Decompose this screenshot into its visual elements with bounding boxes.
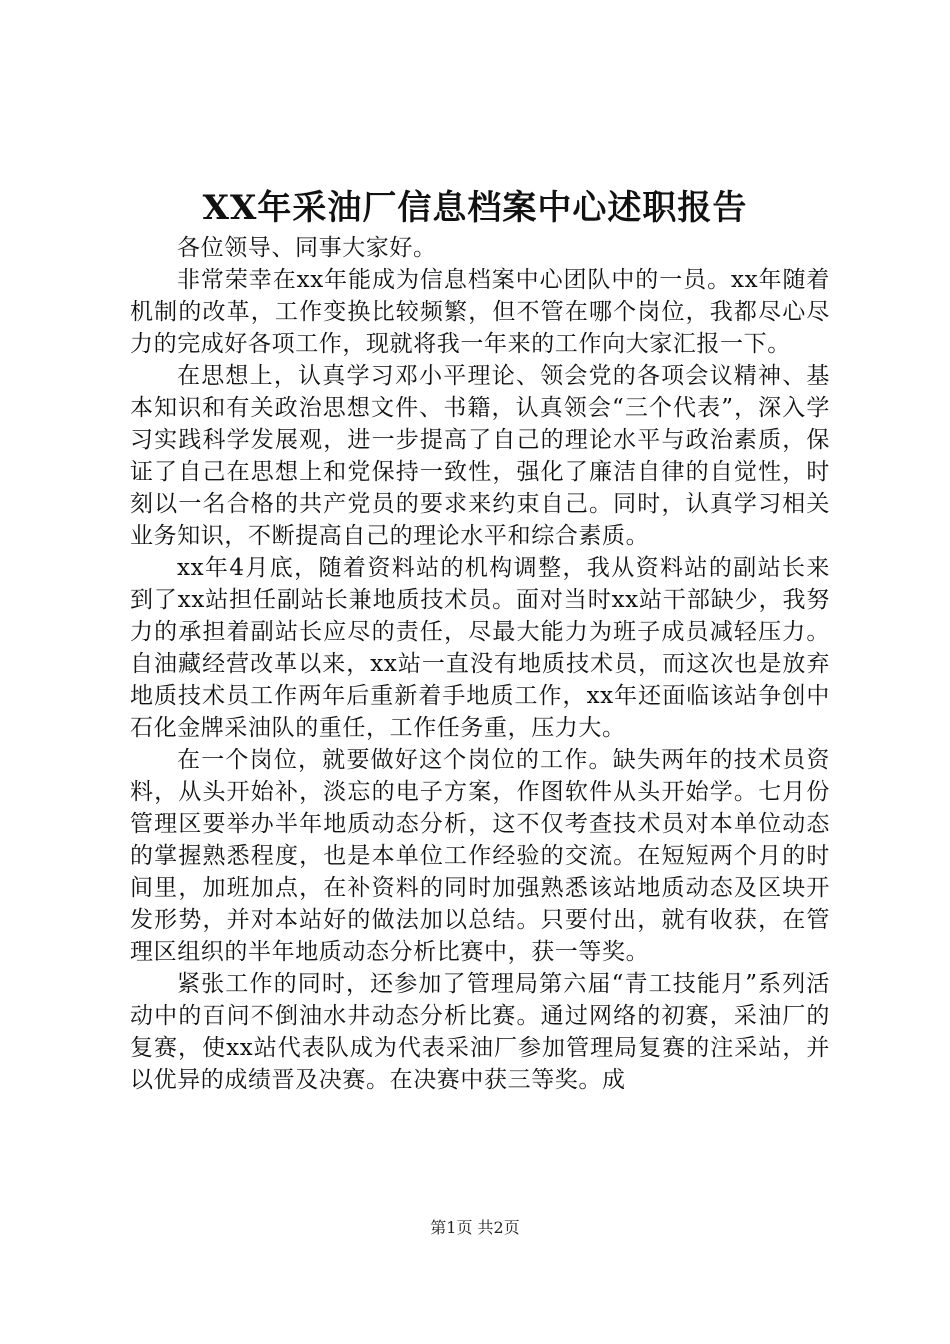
paragraph-competition: 紧张工作的同时，还参加了管理局第六届“青工技能月”系列活动中的百问不倒油水井动态分析比赛。通过网络的初赛，采油厂的复赛，使xx站代表队成为代表采油厂参加管理局复赛的注采站，并以优异的成绩晋及决赛。在决赛中获三等奖。成	[130, 971, 830, 1093]
paragraph-greeting: 各位领导、同事大家好。	[177, 235, 437, 261]
paragraph-intro: 非常荣幸在xx年能成为信息档案中心团队中的一员。xx年随着机制的改革，工作变换比较频繁，但不管在哪个岗位，我都尽心尽力的完成好各项工作，现就将我一年来的工作向大家汇报一下。	[130, 267, 830, 357]
document-body	[130, 232, 830, 1096]
document-title: XX年采油厂信息档案中心述职报告	[202, 188, 748, 228]
paragraph-position-change: xx年4月底，随着资料站的机构调整，我从资料站的副站长来到了xx站担任副站长兼地质技术员。面对当时xx站干部缺少，我努力的承担着副站长应尽的责任，尽最大能力为班子成员减轻压力。自油藏经营改革以来，xx站一直没有地质技术员，而这次也是放弃地质技术员工作两年后重新着手地质工作，xx年还面临该站争创中石化金牌采油队的重任，工作任务重，压力大。	[130, 555, 830, 741]
paragraph-work-duties: 在一个岗位，就要做好这个岗位的工作。缺失两年的技术员资料，从头开始补，淡忘的电子方案，作图软件从头开始学。七月份管理区要举办半年地质动态分析，这不仅考查技术员对本单位动态的掌握熟悉程度，也是本单位工作经验的交流。在短短两个月的时间里，加班加点，在补资料的同时加强熟悉该站地质动态及区块开发形势，并对本站好的做法加以总结。只要付出，就有收获，在管理区组织的半年地质动态分析比赛中，获一等奖。	[130, 747, 830, 965]
paragraph-ideology: 在思想上，认真学习邓小平理论、领会党的各项会议精神、基本知识和有关政治思想文件、书籍，认真领会“三个代表”，深入学习实践科学发展观，进一步提高了自己的理论水平与政治素质，保证了自己在思想上和党保持一致性，强化了廉洁自律的自觉性，时刻以一名合格的共产党员的要求来约束自己。同时，认真学习相关业务知识，不断提高自己的理论水平和综合素质。	[130, 363, 830, 549]
page-footer: 第1页 共2页	[430, 1218, 520, 1237]
